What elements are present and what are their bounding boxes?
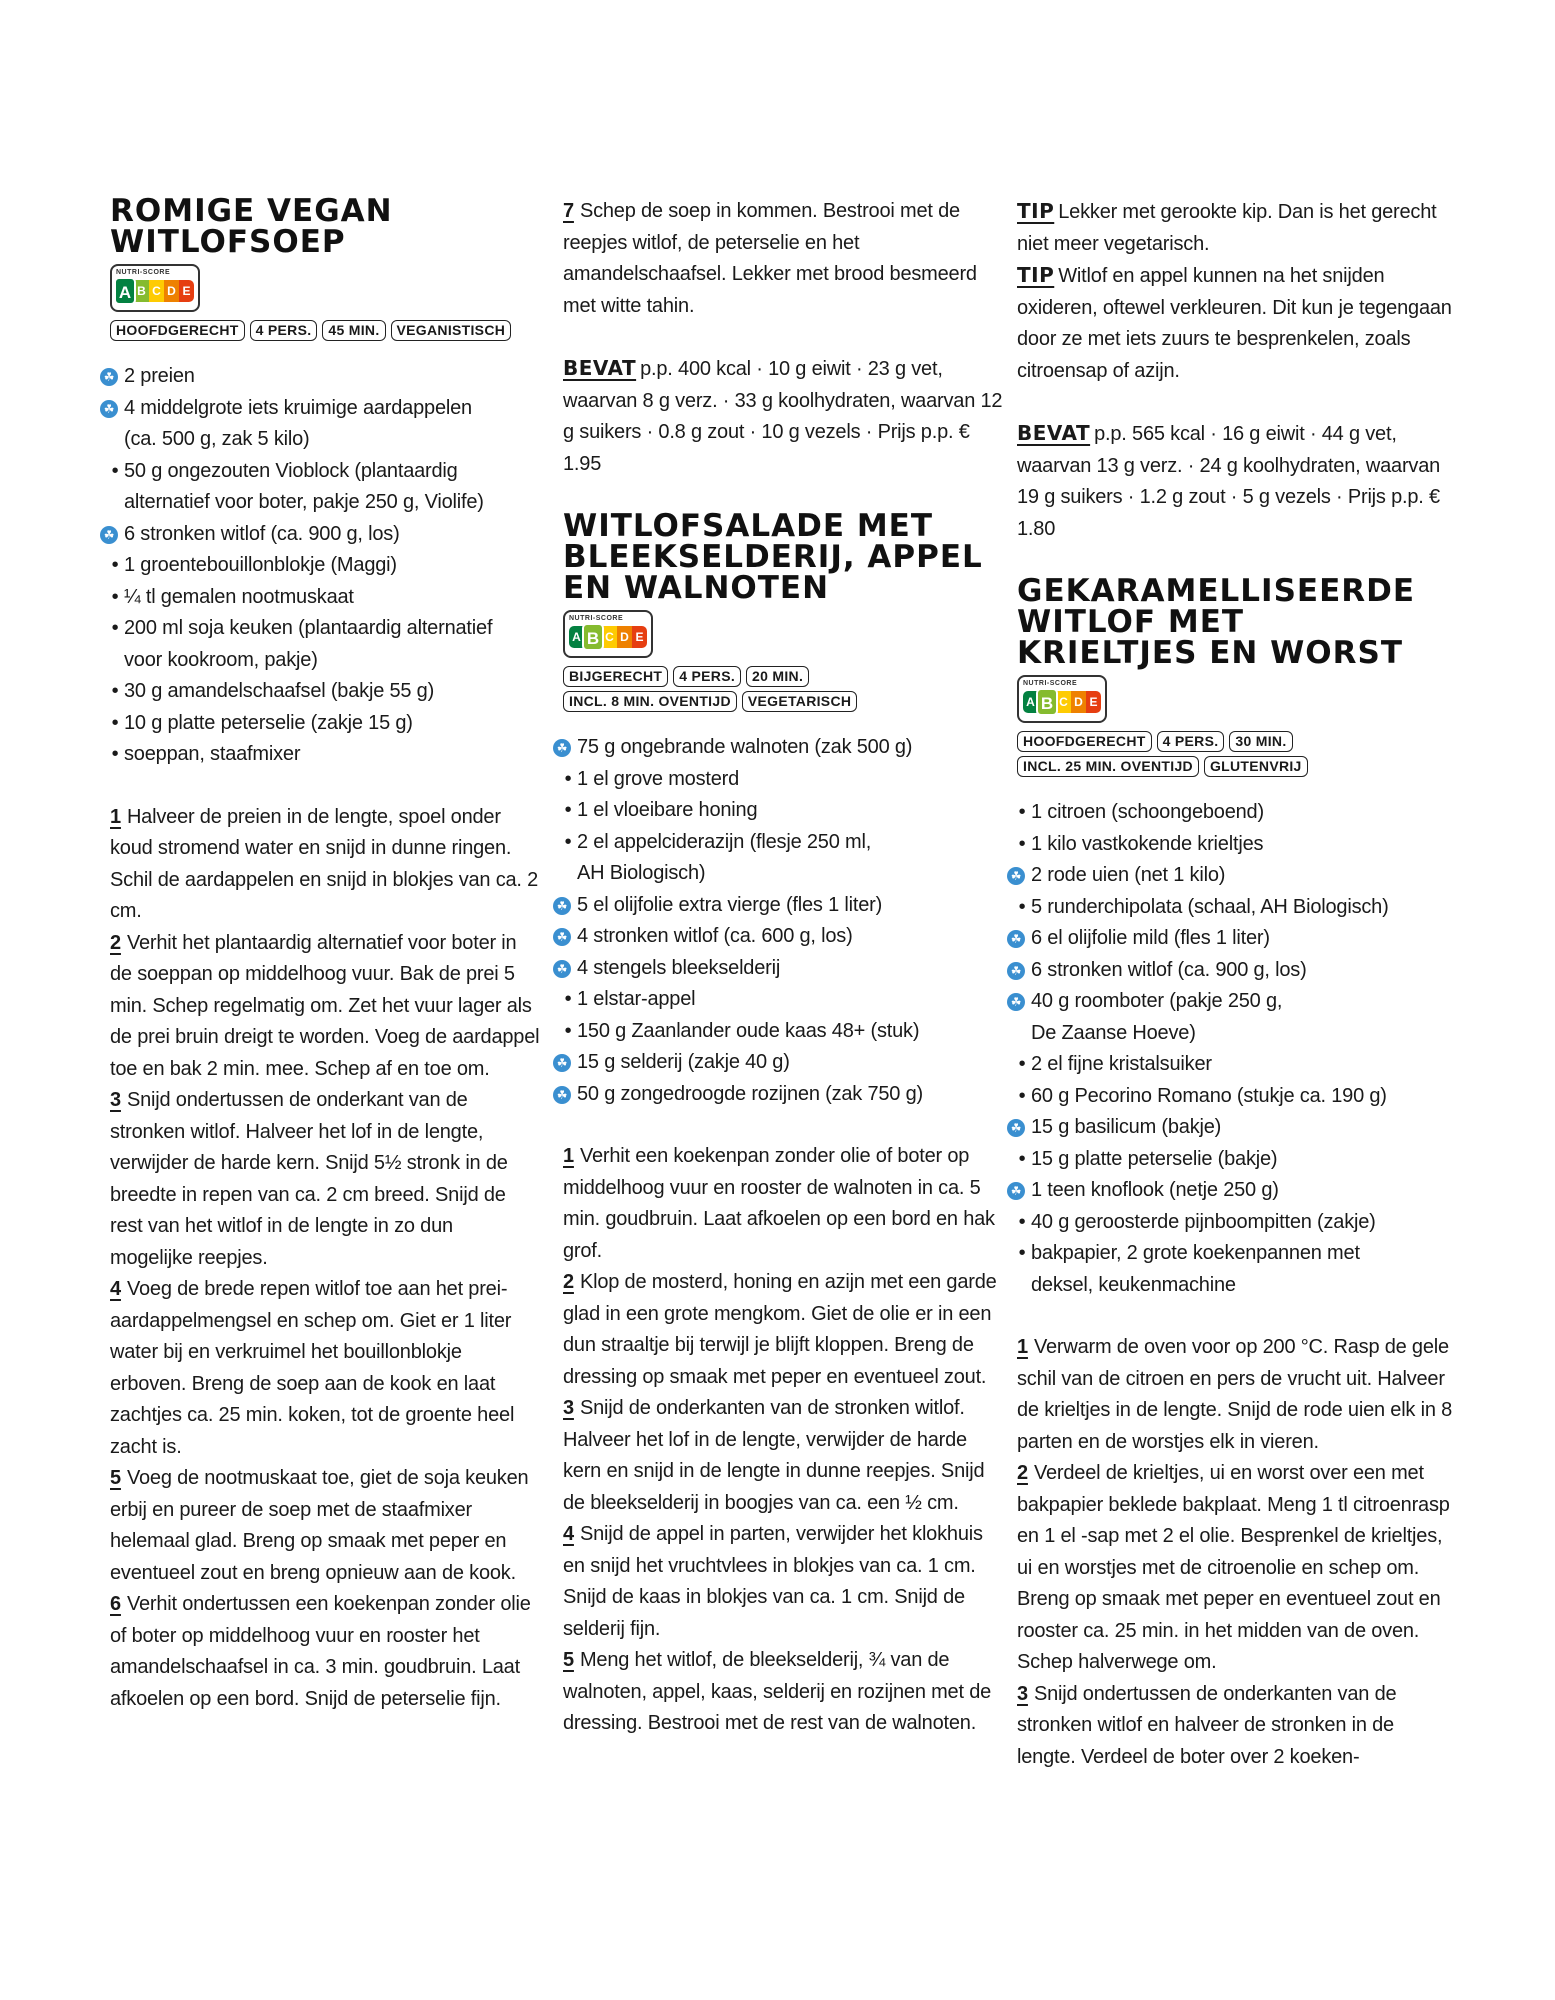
ingredient-item [1017,1144,1457,1176]
bullet-icon: • [1018,895,1026,918]
step-number: 2 [1017,1462,1028,1484]
tag: VEGETARISCH [742,691,857,712]
ingredient-item [1017,1238,1457,1301]
bullet-icon: • [111,680,119,702]
recipe-title: ROMIGE VEGAN WITLOFSOEP [110,193,393,260]
ingredient-text: 2 rode uien (net 1 kilo) [1031,864,1226,886]
ingredient-text: 5 runderchipolata (schaal, AH Biologisch) [1031,895,1389,918]
ingredient-item [1010,1175,1457,1207]
step [110,1274,540,1463]
recipe-title: WITLOFSALADE MET BLEEKSELDERIJ, APPEL EN WALNOTEN [563,508,983,606]
nutri-grade-a: A [569,626,584,648]
organic-icon: ☘ [553,960,571,978]
step [563,1393,1003,1519]
steps [110,802,540,1716]
organic-icon: ☘ [100,526,118,544]
ingredient-item [1010,923,1457,955]
ingredient-item [103,393,540,456]
ingredient-text: 1 el grove mosterd [577,767,740,790]
bullet-icon: • [1018,1084,1026,1107]
recipe-2 [556,508,1003,1740]
tag: 20 MIN. [746,666,809,687]
bullet-icon: • [564,799,572,821]
ingredient-item [1017,829,1457,861]
ingredient-text: 75 g ongebrande walnoten (zak 500 g) [577,736,913,758]
nutri-grade-d: D [617,626,632,648]
bullet-icon: • [1018,1210,1026,1233]
ingredient-item [110,739,540,771]
step-text: Verhit het plantaardig alternatief voor boter in de soeppan op middelhoog vuur. Bak de prei 5 min. Schep regelmatig om. Zet het vuur lager als de prei bruin dreigt te worden. Voeg de aardappel toe en bak 2 min. mee. Schep af en toe om. [110,931,540,1080]
ingredient-text: 1 elstar-appel [577,988,696,1010]
ingredient-text: 1 teen knoflook (netje 250 g) [1031,1179,1279,1201]
recipe-3 [1010,573,1457,1773]
step-text: Halveer de preien in de lengte, spoel onder koud stromend water en snijd in dunne ringen. Schil de aardappelen en snijd in blokjes van ca. 2 cm. [110,805,539,922]
step-number: 1 [563,1145,574,1167]
ingredient-text: 1 kilo vastkokende krieltjes [1031,832,1264,855]
ingredient-list [1010,797,1457,1301]
ingredient-text: soeppan, staafmixer [124,743,301,765]
ingredient-text: 2 preien [124,365,195,387]
organic-icon: ☘ [553,739,571,757]
column-3 [1010,196,1457,1773]
organic-icon: ☘ [553,928,571,946]
organic-icon: ☘ [553,1086,571,1104]
step-text: Snijd de onderkanten van de stronken witlof. Halveer het lof in de lengte, verwijder de harde kern en snijd in de lengte in dunne reepjes. Snijd de bleekselderij in boogjes van ca. een ½ cm. [563,1397,985,1514]
step [110,928,540,1086]
step-text: Meng het witlof, de bleekselderij, ¾ van de walnoten, appel, kaas, selderij en rozijnen met de dressing. Bestrooi met de rest van de walnoten. [563,1649,992,1734]
ingredient-item [1010,1112,1457,1144]
organic-icon: ☘ [1007,930,1025,948]
ingredient-item [1010,860,1457,892]
bullet-icon: • [564,830,572,853]
ingredient-item [563,764,1003,796]
step-text: Verwarm de oven voor op 200 °C. Rasp de gele schil van de citroen en pers de vrucht uit. Halveer de krieltjes in de lengte. Snijd de rode uien elk in 8 parten en de worstjes elk in vieren. [1017,1336,1453,1453]
step-text: Verhit ondertussen een koekenpan zonder olie of boter op middelhoog vuur en rooster het amandelschaafsel in ca. 3 min. goudbruin. Laat afkoelen op een bord. Snijd de peterselie fijn. [110,1593,531,1710]
ingredient-item [563,795,1003,827]
ingredient-item [1017,797,1457,829]
tag: BIJGERECHT [563,666,668,687]
nutri-grade-a: A [114,277,136,305]
ingredient-text: 200 ml soja keuken (plantaardig alternatief [124,617,493,639]
ingredient-text: 40 g roomboter (pakje 250 g, [1031,990,1283,1012]
ingredient-item [1017,1049,1457,1081]
organic-icon: ☘ [553,897,571,915]
tip-1: TIP Lekker met gerookte kip. Dan is het gerecht niet meer vegetarisch. [1017,199,1437,255]
tips [1017,196,1457,387]
nutri-grade-c: C [149,280,164,302]
step [110,802,540,928]
step [110,1085,540,1274]
ingredient-text: 10 g platte peterselie (zakje 15 g) [124,711,413,734]
nutri-grade-b: B [134,280,149,302]
tag: 4 PERS. [673,666,741,687]
ingredient-item [556,921,1003,953]
steps [1017,1332,1457,1773]
organic-icon: ☘ [1007,1182,1025,1200]
nutri-score-badge: NUTRI-SCORE A B C D E [1017,675,1107,723]
ingredient-text-cont: alternatief voor boter, pakje 250 g, Violife) [124,491,484,513]
ingredient-text-cont: De Zaanse Hoeve) [1031,1021,1196,1044]
tag: 45 MIN. [322,320,385,341]
ingredient-item [1010,955,1457,987]
ingredient-text: 6 stronken witlof (ca. 900 g, los) [124,522,400,545]
column-1 [103,193,540,1715]
step [563,1645,1003,1740]
ingredient-item [556,890,1003,922]
bullet-icon: • [111,459,119,482]
step [110,1463,540,1589]
step-text: Snijd ondertussen de onderkant van de stronken witlof. Halveer het lof in de lengte, verwijder de harde kern. Snijd 5½ stronk in de breedte in repen van ca. 2 cm breed. Snijd de rest van het witlof in de lengte in zo dun mogelijke reepjes. [110,1089,508,1269]
nutrition-info: BEVAT p.p. 565 kcal · 16 g eiwit · 44 g vet, waarvan 13 g verz. · 24 g koolhydraten, waarvan 19 g suikers · 1.2 g zout · 5 g vezels · Prijs p.p. € 1.80 [1017,421,1441,540]
ingredient-text: 15 g platte peterselie (bakje) [1031,1147,1278,1170]
step-number: 4 [563,1523,574,1545]
recipe-tags [1017,731,1457,752]
step-number: 6 [110,1593,121,1615]
bullet-icon: • [564,767,572,790]
organic-icon: ☘ [100,400,118,418]
ingredient-text-cont: voor kookroom, pakje) [124,648,318,671]
bullet-icon: • [111,711,119,734]
nutri-grade-c: C [1056,691,1071,713]
step [563,196,1003,322]
step-number: 4 [110,1278,121,1300]
step [1017,1679,1457,1774]
ingredient-text: 4 middelgrote iets kruimige aardappelen [124,396,472,419]
ingredient-text: 15 g basilicum (bakje) [1031,1116,1222,1138]
steps-continued [563,196,1003,322]
ingredient-text: 2 el fijne kristalsuiker [1031,1053,1212,1075]
ingredient-text: 4 stronken witlof (ca. 600 g, los) [577,925,853,947]
step [563,1519,1003,1645]
ingredient-item [110,582,540,614]
nutri-grade-c: C [602,626,617,648]
recipe-title: GEKARAMELLISEERDE WITLOF MET KRIELTJES EN WORST [1017,573,1416,671]
step-number: 2 [563,1271,574,1293]
nutri-grade-d: D [1071,691,1086,713]
organic-icon: ☘ [1007,1119,1025,1137]
ingredient-text: ¼ tl gemalen nootmuskaat [124,585,354,608]
ingredient-text-cont: AH Biologisch) [577,862,706,884]
ingredient-item [556,1047,1003,1079]
bullet-icon: • [1018,1147,1026,1170]
recipe-tags [110,320,540,341]
ingredient-text: 1 groentebouillonblokje (Maggi) [124,554,397,576]
organic-icon: ☘ [553,1054,571,1072]
ingredient-text: 50 g zongedroogde rozijnen (zak 750 g) [577,1082,923,1105]
ingredient-item [1017,1081,1457,1113]
nutri-grade-b: B [582,623,604,651]
ingredient-text-cont: (ca. 500 g, zak 5 kilo) [124,428,310,450]
ingredient-text: 5 el olijfolie extra vierge (fles 1 liter) [577,893,883,916]
ingredient-item [563,1016,1003,1048]
bullet-icon: • [564,1019,572,1042]
step-number: 3 [110,1089,121,1111]
step-number: 7 [563,200,574,222]
organic-icon: ☘ [1007,867,1025,885]
bullet-icon: • [1018,832,1026,855]
tag: 30 MIN. [1229,731,1292,752]
ingredient-text: 15 g selderij (zakje 40 g) [577,1051,790,1073]
bullet-icon: • [564,988,572,1010]
ingredient-item [110,613,540,676]
step-text: Voeg de nootmuskaat toe, giet de soja keuken erbij en pureer de soep met de staafmixer helemaal glad. Breng op smaak met peper en eventueel zout en breng opnieuw aan de kook. [110,1467,529,1584]
bullet-icon: • [111,743,119,765]
nutri-grade-e: E [632,626,647,648]
step-number: 3 [563,1397,574,1419]
bullet-icon: • [111,585,119,608]
steps [563,1141,1003,1740]
step-text: Voeg de brede repen witlof toe aan het prei-aardappelmengsel en schep om. Giet er 1 liter water bij en verkruimel het bouillonblokje erboven. Breng de soep aan de kook en laat zachtjes ca. 25 min. koken, tot de groente heel zacht is. [110,1278,515,1458]
bullet-icon: • [111,554,119,576]
organic-icon: ☘ [100,368,118,386]
step-number: 5 [110,1467,121,1489]
step-text: Klop de mosterd, honing en azijn met een garde glad in een grote mengkom. Giet de olie er in een dun straaltje bij terwijl je blijft kloppen. Breng de dressing op smaak met peper en eventueel zout. [563,1271,997,1388]
ingredient-item [556,1079,1003,1111]
ingredient-item [1017,1207,1457,1239]
recipe-tags-2 [1017,756,1457,777]
ingredient-list [556,732,1003,1110]
step-number: 3 [1017,1682,1028,1705]
ingredient-item [110,550,540,582]
bullet-icon: • [1018,1053,1026,1075]
ingredient-text: 50 g ongezouten Vioblock (plantaardig [124,459,458,482]
column-2 [556,196,1003,1740]
ingredient-text: 150 g Zaanlander oude kaas 48+ (stuk) [577,1019,920,1042]
tag: GLUTENVRIJ [1204,756,1308,777]
ingredient-item [556,953,1003,985]
ingredient-item [110,676,540,708]
step-number: 1 [1017,1336,1028,1358]
recipe-tags-2 [563,691,1003,712]
ingredient-text: 1 citroen (schoongeboend) [1031,801,1264,823]
recipe-1 [103,193,540,1715]
nutri-grade-a: A [1023,691,1038,713]
step-text: Verdeel de krieltjes, ui en worst over een met bakpapier beklede bakplaat. Meng 1 tl citroenrasp en 1 el -sap met 2 el olie. Besprenkel de krieltjes, ui en worstjes met de citroenolie en schep om. Breng op smaak met peper en eventueel zout en rooster ca. 25 min. in het midden van de oven. Schep halverwege om. [1017,1462,1450,1673]
step-text: Schep de soep in kommen. Bestrooi met de reepjes witlof, de peterselie en het amandelschaafsel. Lekker met brood besmeerd met witte tahin. [563,200,977,317]
nutri-grade-e: E [1086,691,1101,713]
ingredient-text: 40 g geroosterde pijnboompitten (zakje) [1031,1210,1376,1233]
ingredient-text: 6 el olijfolie mild (fles 1 liter) [1031,927,1270,949]
ingredient-item [103,519,540,551]
step-number: 5 [563,1649,574,1671]
ingredient-item [556,732,1003,764]
bullet-icon: • [1018,1242,1026,1264]
bullet-icon: • [111,617,119,639]
step [110,1589,540,1715]
recipe-tags [563,666,1003,687]
ingredient-text: 30 g amandelschaafsel (bakje 55 g) [124,680,435,702]
ingredient-item [563,827,1003,890]
ingredient-text: 1 el vloeibare honing [577,799,758,821]
tag: HOOFDGERECHT [110,320,245,341]
step [563,1141,1003,1267]
tag: HOOFDGERECHT [1017,731,1152,752]
ingredient-item [110,708,540,740]
step [563,1267,1003,1393]
ingredient-text: 60 g Pecorino Romano (stukje ca. 190 g) [1031,1084,1387,1107]
tag: INCL. 8 MIN. OVENTIJD [563,691,737,712]
tag: 4 PERS. [1157,731,1225,752]
ingredient-text: 2 el appelciderazijn (flesje 250 ml, [577,830,872,853]
ingredient-text: 4 stengels bleekselderij [577,956,781,979]
step [1017,1458,1457,1679]
ingredient-item [110,456,540,519]
nutri-grade-b: B [1036,688,1058,716]
nutrition-info: BEVAT p.p. 400 kcal · 10 g eiwit · 23 g vet, waarvan 8 g verz. · 33 g koolhydraten, waarvan 12 g suikers · 0.8 g zout · 10 g vezels · Prijs p.p. € 1.95 [563,356,1003,475]
organic-icon: ☘ [1007,962,1025,980]
ingredient-text: bakpapier, 2 grote koekenpannen met [1031,1242,1360,1264]
tag: VEGANISTISCH [391,320,512,341]
organic-icon: ☘ [1007,993,1025,1011]
tip-2: TIP Witlof en appel kunnen na het snijden oxideren, oftewel verkleuren. Dit kun je tegengaan door ze met iets zuurs te besprenkelen, zoals citroensap of azijn. [1017,263,1452,382]
tag: INCL. 25 MIN. OVENTIJD [1017,756,1199,777]
ingredient-item [1017,892,1457,924]
ingredient-item [563,984,1003,1016]
step-number: 2 [110,931,121,954]
step-number: 1 [110,805,121,828]
tag: 4 PERS. [250,320,318,341]
ingredient-list [103,361,540,771]
step [1017,1332,1457,1458]
step-text: Snijd ondertussen de onderkanten van de stronken witlof en halveer de stronken in de lengte. Verdeel de boter over 2 koeken- [1017,1682,1397,1768]
ingredient-item [1010,986,1457,1049]
bullet-icon: • [1018,801,1026,823]
nutri-score-badge: NUTRI-SCORE A B C D E [563,610,653,658]
step-text: Verhit een koekenpan zonder olie of boter op middelhoog vuur en rooster de walnoten in ca. 5 min. goudbruin. Laat afkoelen op een bord en hak grof. [563,1145,995,1262]
ingredient-text: 6 stronken witlof (ca. 900 g, los) [1031,958,1307,981]
nutri-grade-d: D [164,280,179,302]
nutri-score-badge: NUTRI-SCORE A B C D E [110,264,200,312]
ingredient-text-cont: deksel, keukenmachine [1031,1273,1236,1296]
ingredient-item [103,361,540,393]
nutri-grade-e: E [179,280,194,302]
step-text: Snijd de appel in parten, verwijder het klokhuis en snijd het vruchtvlees in blokjes van ca. 1 cm. Snijd de kaas in blokjes van ca. 1 cm. Snijd de selderij fijn. [563,1523,983,1640]
